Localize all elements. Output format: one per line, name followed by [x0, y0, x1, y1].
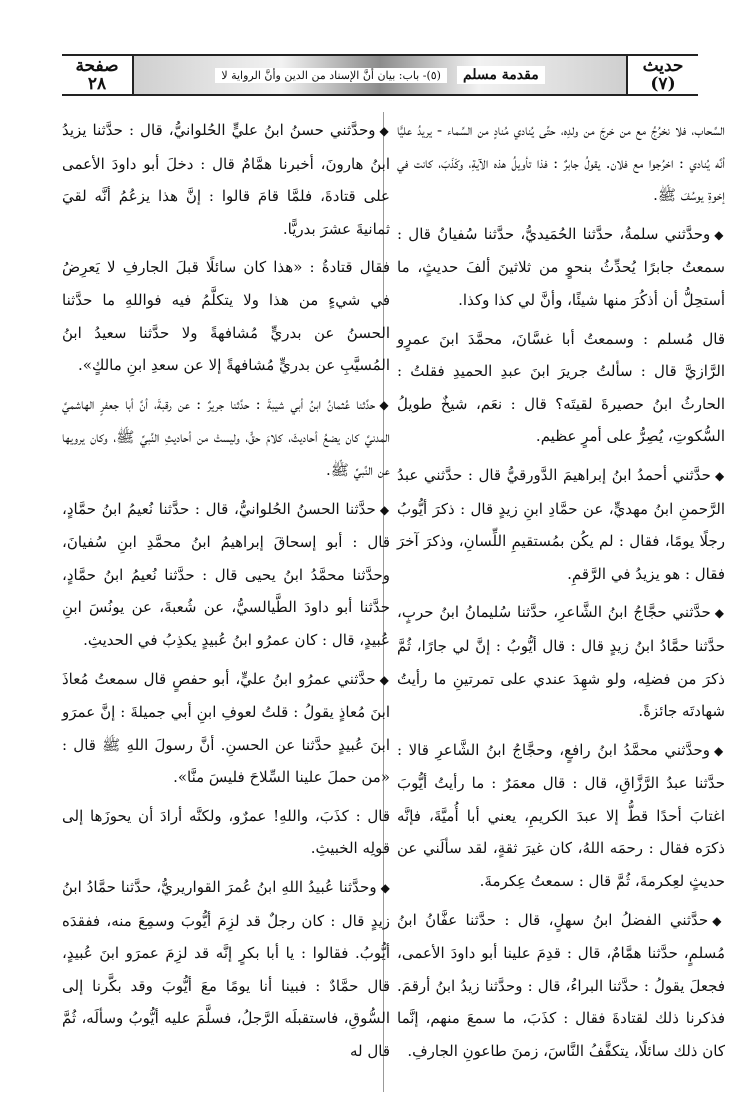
bullet-icon: ◆ [379, 397, 390, 412]
paragraph-text: حدَّثني الفضلُ ابنُ سهلٍ، قال : حدَّثنا عفَّانُ ابنُ مُسلمٍ، حدَّثنا همَّامٌ، قال : قدِمَ علينا أبو داودَ الأعمى، فجعلَ يقولُ : حدَّثنا البراءُ، قال : وحدَّثنا زيدُ ابنُ أرقمَ. فذكرنا ذلك لقتادةَ فقال : كذَبَ، ما سمعَ منهم، إنَّما كان ذلك سائلًا، يتكفَّفُ النَّاسَ، زمنَ طاعونِ الجارفِ. [397, 910, 725, 1061]
paragraph [397, 114, 725, 212]
paragraph-text: حدَّثني أحمدُ ابنُ إبراهيمَ الدَّورقيُّ قال : حدَّثني عبدُ الرَّحمنِ ابنُ مهديٍّ، عن حمَّادِ ابنِ زيدٍ قال : ذكرَ أيُّوبُ رجلًا يومًا، فقال : لم يكُن بمُستقيمِ اللِّسانِ، وذكرَ آخرَ فقال : هو يزيدُ في الرَّقمِ. [397, 465, 725, 583]
paragraph-text: قال : كذَبَ، واللهِ! عمرٌو، ولكنَّه أرادَ أن يحوزَها إلى قولِه الخبيثِ. [62, 806, 390, 858]
page-label: صفحة [75, 56, 119, 76]
header-separator-left [132, 56, 134, 94]
paragraph [62, 800, 390, 865]
hadith-number: (٧) [650, 74, 676, 94]
paragraph-text: قال مُسلم : وسمعتُ أبا غسَّانَ، محمَّدَ ابنَ عمرٍو الرَّازيَّ قال : سألتُ جريرَ ابنَ عبدِ الحميدِ فقلتُ : الحارثُ ابنُ حصيرةَ لقيتَه؟ قال : نعَم، شيخٌ طويلُ السُّكوتِ، يُصِرُّ على أمرٍ عظيم. [397, 329, 725, 446]
bullet-icon: ◆ [380, 881, 390, 896]
paragraph-text: وحدَّثني حسنُ ابنُ عليٍّ الحُلوانيُّ، قال : حدَّثنا يزيدُ ابنُ هارونَ، أخبرنا همَّامٌ قال : دخلَ أبو داودَ الأعمى على قتادةَ، فلمَّا قامَ قالوا : إنَّ هذا يزعُمُ أنَّه لقيَ ثمانيةَ عشرَ بدريًّا. [62, 121, 390, 238]
hadith-label: حديث [642, 56, 684, 76]
chapter-title: (٥)- باب: بيان أنَّ الإسناد من الدين وأنَّ الرواية لا [215, 68, 447, 83]
paragraph [62, 251, 390, 381]
paragraph [397, 218, 725, 317]
bullet-icon: ◆ [714, 227, 725, 242]
bullet-icon: ◆ [379, 502, 390, 517]
bullet-icon: ◆ [712, 913, 725, 928]
paragraph-text: حدَّثنا الحسنُ الحُلوانيُّ، قال : حدَّثنا نُعيمُ ابنُ حمَّادٍ، قال : أبو إسحاقَ إبراهيمُ ابنُ محمَّدِ ابنِ سُفيانَ، وحدَّثنا محمَّدُ ابنُ يحيى قال : حدَّثنا نُعيمُ ابنُ حمَّادٍ، حدَّثنا أبو داودَ الطَّيالسيُّ، عن شُعبةَ، عن يونُسَ ابنِ عُبيدٍ، قال : كان عمرُو ابنُ عُبيدٍ يكذِبُ في الحديثِ. [62, 499, 390, 649]
page-number: ٢٨ [87, 74, 107, 94]
paragraph-text: وحدَّثني سلمةُ، حدَّثنا الحُمَيديُّ، حدَّثنا سُفيانُ قال : سمعتُ جابرًا يُحدِّثُ بنحوٍ من ثلاثينَ ألفَ حديثٍ، ما أستحِلُّ أن أذكُرَ منها شيئًا، وأنَّ لي كذا وكذا. [397, 224, 725, 309]
paragraph-text: فقال قتادةُ : «هذا كان سائلًا قبلَ الجارفِ لا يَعرِضُ في شيءٍ من هذا ولا يتكلَّمُ فيه فواللهِ ما حدَّثنا الحسنُ عن بدريٍّ مُشافهةً ولا حدَّثنا سعيدُ ابنُ المُسيَّبِ عن بدريٍّ مُشافهةً إلا عن سعدِ ابنِ مالكٍ». [62, 258, 390, 375]
paragraph-text: وحدَّثني محمَّدُ ابنُ رافعٍ، وحجَّاجُ ابنُ الشَّاعرِ قالا : حدَّثنا عبدُ الرَّزَّاقِ، قال : قال معمَرٌ : ما رأيتُ أيُّوبَ اغتابَ أحدًا قطُّ إلا عبدَ الكريمِ، يعني أبا أُميَّةَ، فإنَّه ذكرَه فقال : رحمَه اللهُ، كان غيرَ ثقةٍ، لقد سألَني عن حديثٍ لعِكرمةَ، ثُمَّ قال : سمعتُ عِكرمةَ. [397, 740, 725, 891]
page-header [62, 54, 698, 96]
paragraph-text: حدَّثني عمرُو ابنُ عليٍّ، أبو حفصٍ قال سمعتُ مُعاذَ ابنَ مُعاذٍ يقولُ : قلتُ لعوفِ ابنِ أبي جميلةَ : إنَّ عمرَو ابنَ عُبيدٍ حدَّثنا عن الحسنِ. أنَّ رسولَ اللهِ ﷺ قال : «من حملَ علينا السِّلاحَ فليسَ منَّا». [62, 669, 390, 787]
chapter-title-band [134, 56, 626, 94]
paragraph [397, 596, 725, 727]
bullet-icon: ◆ [714, 606, 725, 621]
paragraph [397, 323, 725, 453]
paragraph [397, 459, 725, 590]
paragraph-text: وحدَّثنا عُبيدُ اللهِ ابنُ عُمرَ القواريريُّ، حدَّثنا حمَّادُ ابنُ زيدٍ قال : كان رجلٌ قد لزِمَ أيُّوبَ وسمِعَ منه، ففقدَه أيُّوبُ. فقالوا : يا أبا بكرٍ إنَّه قد لزِمَ عمرَو ابنَ عُبيدٍ، قال حمَّادٌ : فبينا أنا يومًا معَ أيُّوبَ وقد بكَّرنا إلى السُّوقِ، فاستقبلَه الرَّجلُ، فسلَّمَ عليه أيُّوبُ وسألَه، ثُمَّ قال له [62, 878, 390, 1061]
paragraph-text: حدَّثني حجَّاجُ ابنُ الشَّاعرِ، حدَّثنا سُليمانُ ابنُ حربٍ، حدَّثنا حمَّادُ ابنُ زيدٍ قال : قال أيُّوبُ : إنَّ لي جارًا، ثُمَّ ذكرَ من فضلِه، ولو شهِدَ عندي على تمرتينِ ما رأيتُ شهادتَه جائزةً. [397, 603, 725, 721]
bullet-icon: ◆ [714, 468, 725, 483]
paragraph [397, 734, 725, 898]
paragraph-text: حدَّثنا عُثمانُ ابنُ أبي شيبةَ : حدَّثنا جريرٌ : عن رقبةَ، أنَّ أبا جعفرٍ الهاشميَّ المدنيَّ كان يضعُ أحاديثَ، كلامَ حقٍّ، وليستْ من أحاديثِ النَّبيِّ ﷺ، وكان يرويها عن النَّبيِّ ﷺ. [62, 394, 390, 479]
bullet-icon: ◆ [713, 743, 725, 758]
header-separator-right [626, 56, 628, 94]
hadith-number-box [628, 56, 698, 94]
bullet-icon: ◆ [379, 124, 391, 138]
book-title: مقدمة مسلم [457, 66, 545, 84]
paragraph [62, 871, 390, 1068]
paragraph [62, 388, 390, 487]
paragraph [62, 663, 390, 794]
page-number-box [62, 56, 132, 94]
left-column [62, 114, 390, 1094]
bullet-icon: ◆ [379, 672, 390, 687]
paragraph [62, 114, 390, 245]
paragraph [397, 904, 725, 1068]
paragraph-text: السَّحاب، فلا نخرُجُ مع من خرجَ من ولدِه، حتَّى يُنادي مُنادٍ من السَّماء - يريدُ عليًّا أنَّه يُنادي : اخرُجوا مع فلان. يقولُ جابرٌ : فذا تأويلُ هذه الآيةِ، وكَذَبَ، كانت في إخوةِ يوسُفَ ﷺ. [397, 121, 725, 205]
header-bottom-rule [62, 94, 698, 96]
right-column [397, 114, 725, 1094]
paragraph [62, 493, 390, 657]
